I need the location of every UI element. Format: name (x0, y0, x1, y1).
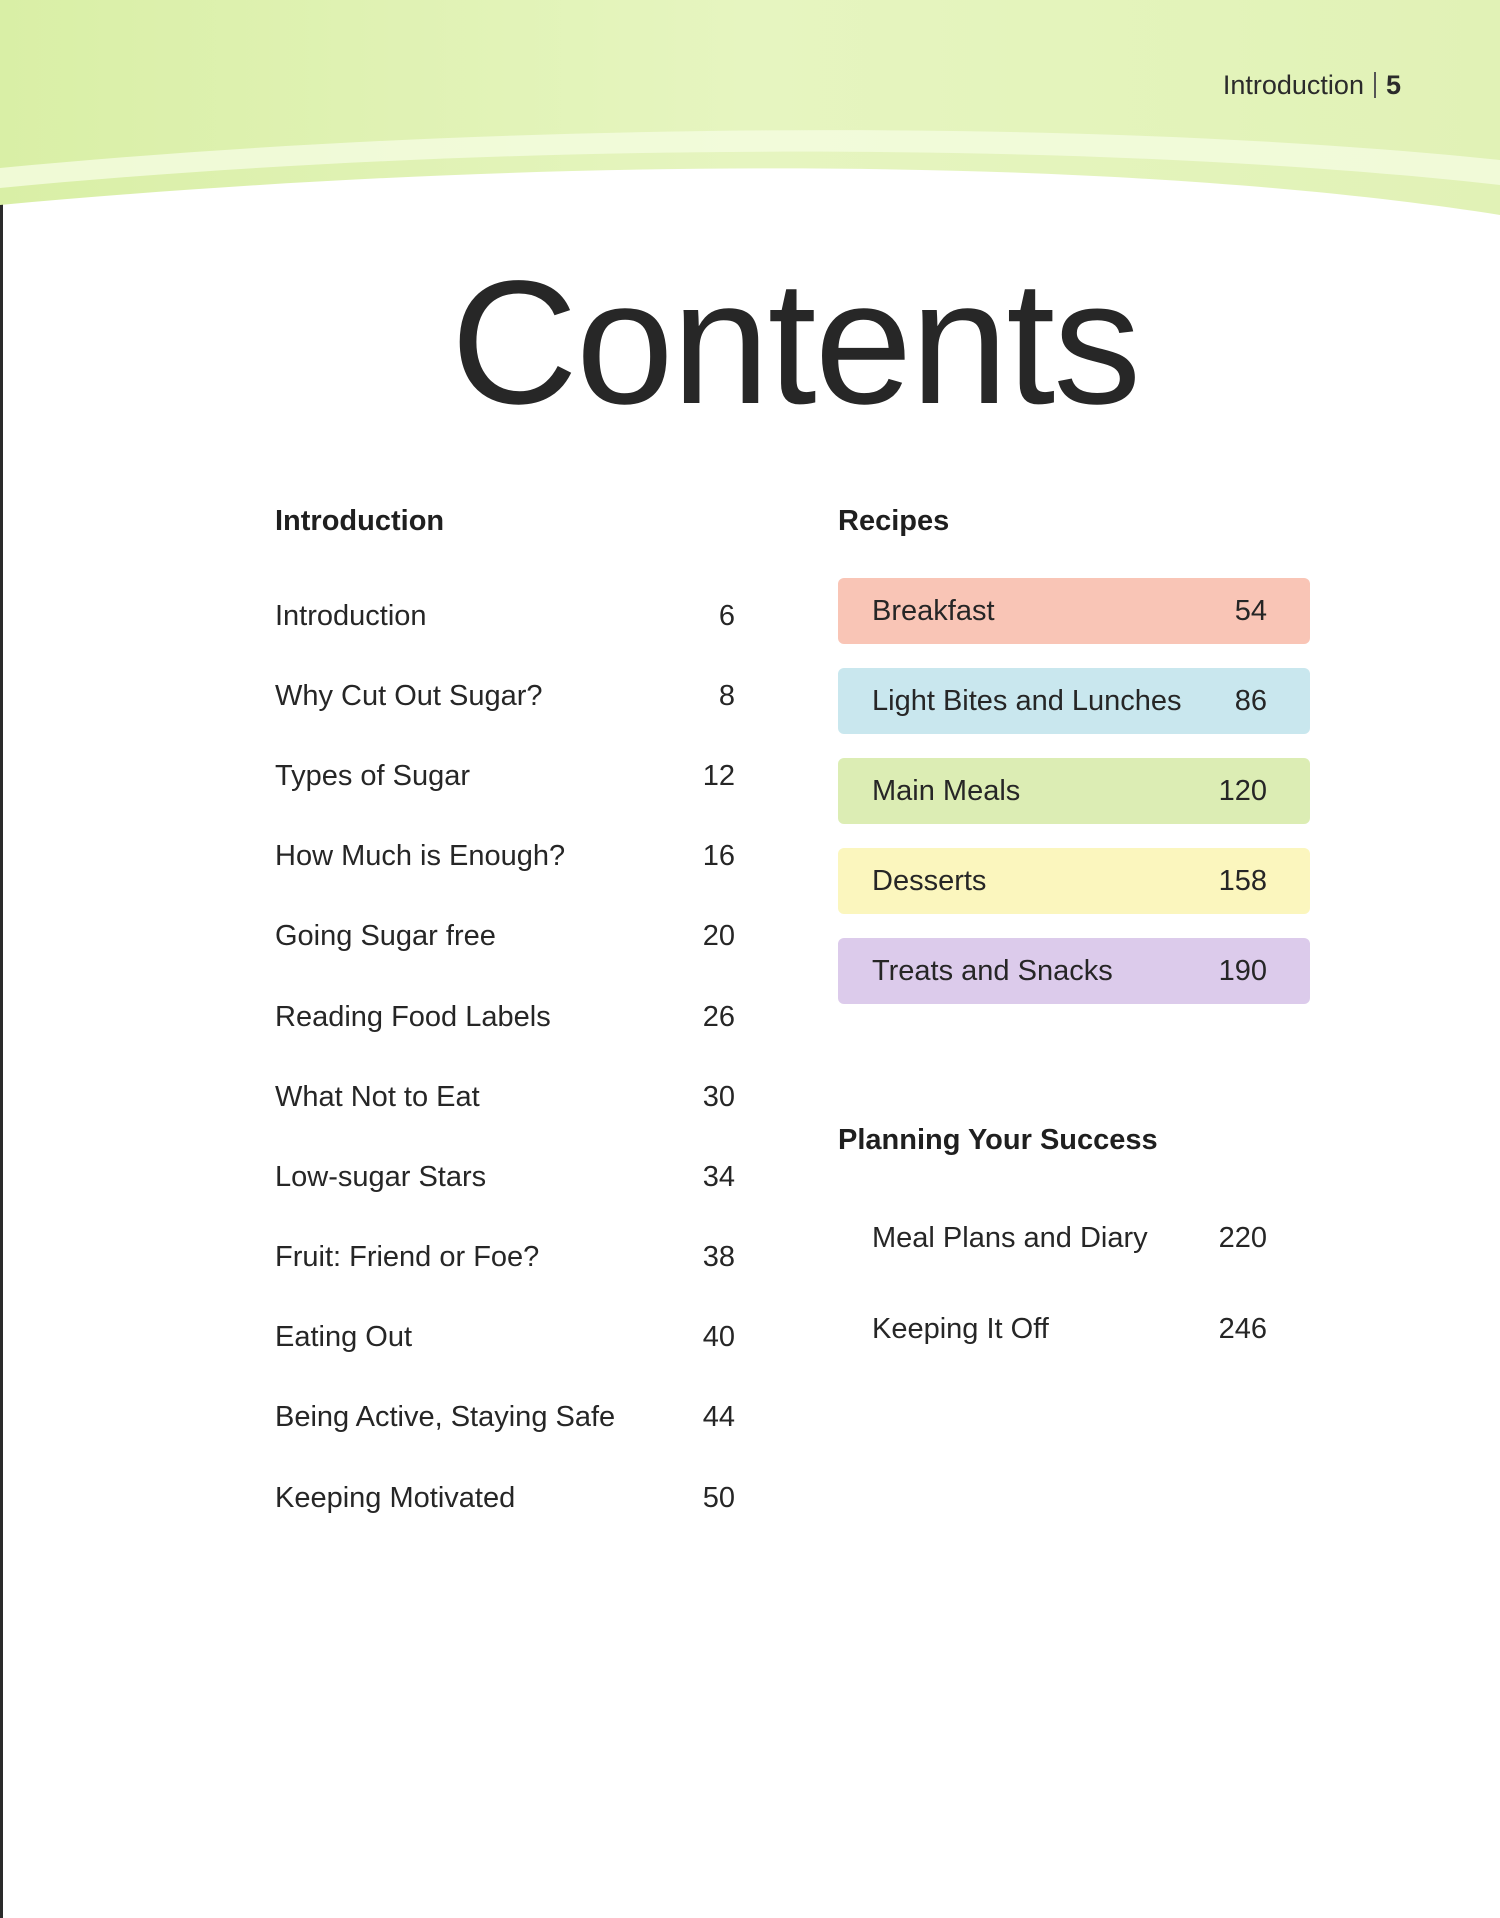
toc-entry[interactable] (275, 576, 735, 656)
introduction-heading: Introduction (275, 505, 445, 537)
recipe-entry-label: Desserts (872, 864, 987, 897)
toc-entry[interactable] (275, 1137, 735, 1217)
toc-entry-page: 16 (702, 840, 735, 873)
planning-entry-page: 246 (1218, 1313, 1267, 1345)
toc-entry-label: Being Active, Staying Safe (275, 1401, 616, 1434)
planning-entry-label: Meal Plans and Diary (872, 1222, 1148, 1254)
recipes-list (838, 578, 1310, 1004)
recipe-entry-page: 120 (1218, 774, 1267, 807)
recipe-entry-label: Light Bites and Lunches (872, 684, 1182, 717)
toc-entry-label: What Not to Eat (275, 1080, 480, 1113)
toc-entry-label: Types of Sugar (275, 759, 471, 792)
running-head (1223, 70, 1401, 101)
planning-entry[interactable] (872, 1193, 1267, 1284)
planning-heading: Planning Your Success (838, 1124, 1158, 1156)
recipe-entry-label: Breakfast (872, 594, 995, 627)
recipe-entry-breakfast[interactable] (838, 578, 1310, 644)
toc-entry-page: 50 (702, 1481, 735, 1514)
introduction-list (275, 576, 735, 1538)
toc-entry-page: 12 (702, 759, 735, 792)
toc-entry-page: 26 (702, 1000, 735, 1033)
recipe-entry-page: 54 (1234, 594, 1267, 627)
toc-entry[interactable] (275, 1057, 735, 1137)
toc-entry-label: Keeping Motivated (275, 1481, 516, 1514)
recipe-entry-page: 86 (1234, 684, 1267, 717)
recipe-entry-label: Main Meals (872, 774, 1021, 807)
toc-entry[interactable] (275, 977, 735, 1057)
recipe-entry-treats[interactable] (838, 938, 1310, 1004)
running-head-section: Introduction (1222, 70, 1364, 100)
toc-entry[interactable] (275, 1298, 735, 1378)
toc-entry-page: 6 (718, 599, 735, 632)
toc-entry[interactable] (275, 1218, 735, 1298)
toc-entry-page: 38 (702, 1241, 735, 1274)
planning-list (838, 1193, 1310, 1375)
recipes-heading: Recipes (838, 505, 950, 537)
recipe-entry-desserts[interactable] (838, 848, 1310, 914)
toc-entry[interactable] (275, 736, 735, 816)
toc-entry-page: 44 (702, 1401, 735, 1434)
toc-entry-page: 20 (702, 920, 735, 953)
toc-entry-page: 34 (702, 1160, 735, 1193)
recipe-entry-page: 158 (1218, 864, 1267, 897)
running-head-divider (1374, 72, 1376, 98)
toc-entry-label: Why Cut Out Sugar? (275, 679, 543, 712)
toc-entry[interactable] (275, 1378, 735, 1458)
toc-entry-label: How Much is Enough? (275, 840, 566, 873)
introduction-section (275, 505, 735, 1538)
toc-entry-label: Introduction (275, 599, 427, 632)
recipe-entry-page: 190 (1218, 954, 1267, 987)
toc-entry-label: Low-sugar Stars (275, 1160, 487, 1193)
planning-entry[interactable] (872, 1284, 1267, 1375)
toc-entry-page: 30 (702, 1080, 735, 1113)
toc-entry-page: 40 (702, 1321, 735, 1354)
toc-entry[interactable] (275, 897, 735, 977)
toc-entry-label: Eating Out (275, 1321, 413, 1354)
page-title: Contents (450, 245, 1140, 441)
planning-entry-label: Keeping It Off (872, 1313, 1049, 1345)
header-band (0, 0, 1500, 230)
recipe-entry-light-bites[interactable] (838, 668, 1310, 734)
toc-entry[interactable] (275, 1458, 735, 1538)
toc-entry[interactable] (275, 656, 735, 736)
toc-entry-label: Going Sugar free (275, 920, 496, 953)
planning-entry-page: 220 (1218, 1222, 1267, 1254)
page-number: 5 (1385, 70, 1401, 100)
toc-entry-label: Reading Food Labels (275, 1000, 551, 1033)
toc-entry-label: Fruit: Friend or Foe? (275, 1241, 540, 1274)
recipe-entry-main-meals[interactable] (838, 758, 1310, 824)
toc-entry[interactable] (275, 817, 735, 897)
right-column (838, 505, 1310, 1375)
toc-entry-page: 8 (718, 679, 735, 712)
recipe-entry-label: Treats and Snacks (872, 954, 1113, 987)
